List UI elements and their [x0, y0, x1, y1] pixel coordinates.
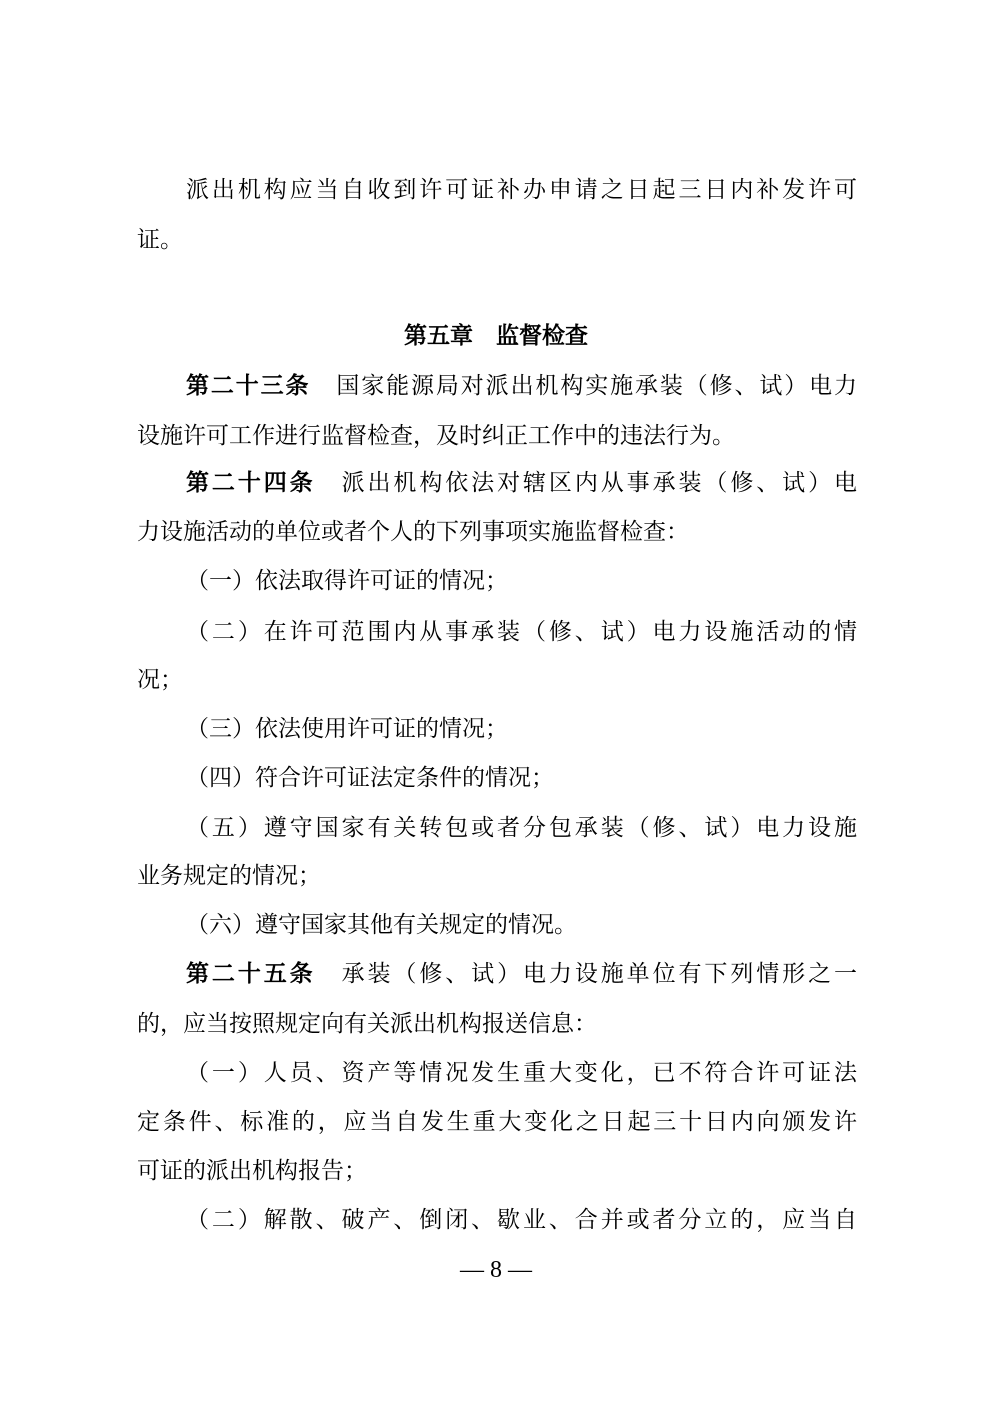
- list-item: （二）解散、破产、倒闭、歇业、合并或者分立的，应当自: [186, 1207, 857, 1233]
- article-25-text: 承装（修、试）电力设施单位有下列情形之一: [341, 961, 857, 987]
- article-25-line-2: 的，应当按照规定向有关派出机构报送信息：: [137, 1011, 597, 1037]
- article-24-line-2: 力设施活动的单位或者个人的下列事项实施监督检查：: [137, 519, 689, 545]
- list-item: （一）依法取得许可证的情况；: [186, 568, 508, 594]
- list-item: （二）在许可范围内从事承装（修、试）电力设施活动的情: [186, 619, 857, 645]
- list-item: （六）遵守国家其他有关规定的情况。: [186, 912, 577, 938]
- article-25-label: 第二十五条: [186, 960, 316, 987]
- article-23-text: 国家能源局对派出机构实施承装（修、试）电力: [336, 373, 857, 399]
- list-item-continuation: 业务规定的情况；: [137, 863, 321, 889]
- article-25-line-1: [186, 959, 857, 989]
- article-24-text: 派出机构依法对辖区内从事承装（修、试）电: [341, 470, 857, 496]
- chapter-title: 第五章 监督检查: [404, 322, 588, 349]
- list-item: （一）人员、资产等情况发生重大变化，已不符合许可证法: [186, 1060, 857, 1086]
- list-item: （四）符合许可证法定条件的情况；: [186, 765, 554, 791]
- page-number: — 8 —: [460, 1257, 532, 1283]
- list-item-continuation: 定条件、标准的，应当自发生重大变化之日起三十日内向颁发许: [137, 1109, 857, 1135]
- article-24-label: 第二十四条: [186, 469, 316, 496]
- paragraph-line: 证。: [137, 227, 183, 253]
- article-24-line-1: [186, 468, 857, 498]
- list-item: （五）遵守国家有关转包或者分包承装（修、试）电力设施: [186, 815, 857, 841]
- list-item: （三）依法使用许可证的情况；: [186, 716, 508, 742]
- list-item-continuation: 可证的派出机构报告；: [137, 1158, 367, 1184]
- article-23-label: 第二十三条: [186, 372, 311, 399]
- paragraph-line: 派出机构应当自收到许可证补办申请之日起三日内补发许可: [186, 177, 857, 203]
- list-item-continuation: 况；: [137, 667, 183, 693]
- article-23-line-1: [186, 371, 857, 401]
- article-23-line-2: 设施许可工作进行监督检查，及时纠正工作中的违法行为。: [137, 423, 735, 449]
